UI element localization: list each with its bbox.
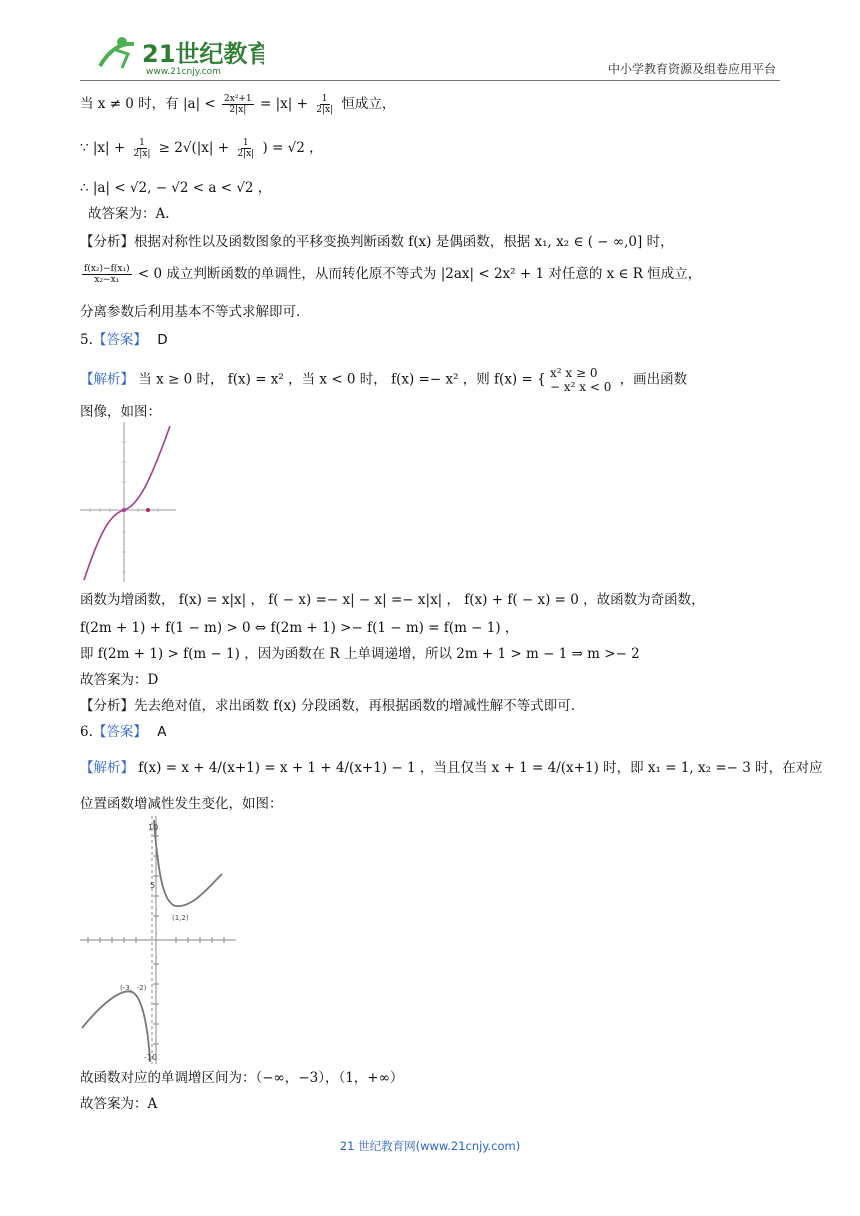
header-divider [80, 80, 780, 81]
logo [94, 32, 264, 78]
logo-url-text: www.21cnjy.com [146, 67, 221, 77]
graph-x-abs-x [80, 422, 180, 586]
graph-x-plus-4-over-x-plus-1 [80, 816, 240, 1068]
logo-text: 21世纪教育 [142, 40, 264, 68]
platform-title: 中小学教育资源及组卷应用平台 [607, 62, 776, 76]
text-line: 故答案为：A. [88, 206, 170, 222]
text-line: ∵ |x| + $\frac{1}{2|x|}$ ≥ 2√(|x| + $\frac{1}{2|x|}$ ) = √2 ， [80, 138, 323, 159]
text-line: $\frac{\text{f(x₂)−f(x₁)}}{\text{x₂−x₁}}$ < 0 成立判断函数的单调性，从而转化原不等式为 |2ax| < 2x² + 1 对任意的 x ∈ R 恒成立， [84, 264, 702, 285]
question-6-header: 6.【答案】 A [80, 724, 167, 740]
question-5-header: 5.【答案】 D [80, 332, 168, 348]
point-label-neg3-neg2: (-3，-2) [120, 984, 147, 992]
text-line: 故答案为：D [80, 672, 159, 688]
tick-label-neg10: -10 [144, 1053, 158, 1062]
text-line: 函数为增函数， f(x) = x|x| ， f( − x) =− x| − x| =− x|x| ， f(x) + f( − x) = 0 ，故函数为奇函数， [80, 592, 705, 608]
footer-link[interactable]: 21 世纪教育网(www.21cnjy.com) [339, 1139, 521, 1153]
text-line: 位置函数增减性发生变化，如图： [80, 796, 283, 812]
text-line: 分离参数后利用基本不等式求解即可. [80, 304, 301, 320]
text-line: 【解析】 当 x ≥ 0 时， f(x) = x² ，当 x < 0 时， f(x) =− x² ，则 f(x) = { x² x ≥ 0 − x² x < 0 ，画出函数 [80, 366, 688, 394]
text-line: 当 x ≠ 0 时，有 |a| < $\frac{\text{2x²+1}}{2|x|}$ = |x| + $\frac{1}{2|x|}$ 恒成立， [80, 94, 396, 115]
text-line: 故函数对应的单调增区间为：（−∞，−3），（1，+∞） [80, 1070, 404, 1086]
tick-label-5: 5 [150, 881, 156, 890]
text-line: 图像，如图： [80, 404, 161, 420]
text-line: ∴ |a| < √2, − √2 < a < √2 ， [80, 180, 272, 196]
text-line: 即 f(2m + 1) > f(m − 1) ，因为函数在 R 上单调递增，所以 2m + 1 > m − 1 ⇒ m >− 2 [80, 646, 640, 662]
text-line: 【分析】先去绝对值，求出函数 f(x) 分段函数，再根据函数的增减性解不等式即可. [80, 698, 576, 714]
text-line: f(2m + 1) + f(1 − m) > 0 ⇔ f(2m + 1) >− f(1 − m) = f(m − 1) ， [80, 620, 519, 636]
text-line: 故答案为：A [80, 1096, 158, 1112]
tick-label-10: 10 [148, 823, 159, 832]
point-label-1-2: (1,2) [172, 914, 189, 922]
text-line: 【解析】 f(x) = x + 4/(x+1) = x + 1 + 4/(x+1) − 1 ，当且仅当 x + 1 = 4/(x+1) 时，即 x₁ = 1, x₂ =− 3 时，在对应 [80, 760, 823, 776]
text-line: 【分析】根据对称性以及函数图象的平移变换判断函数 f(x) 是偶函数，根据 x₁, x₂ ∈ ( − ∞,0] 时， [80, 234, 674, 250]
